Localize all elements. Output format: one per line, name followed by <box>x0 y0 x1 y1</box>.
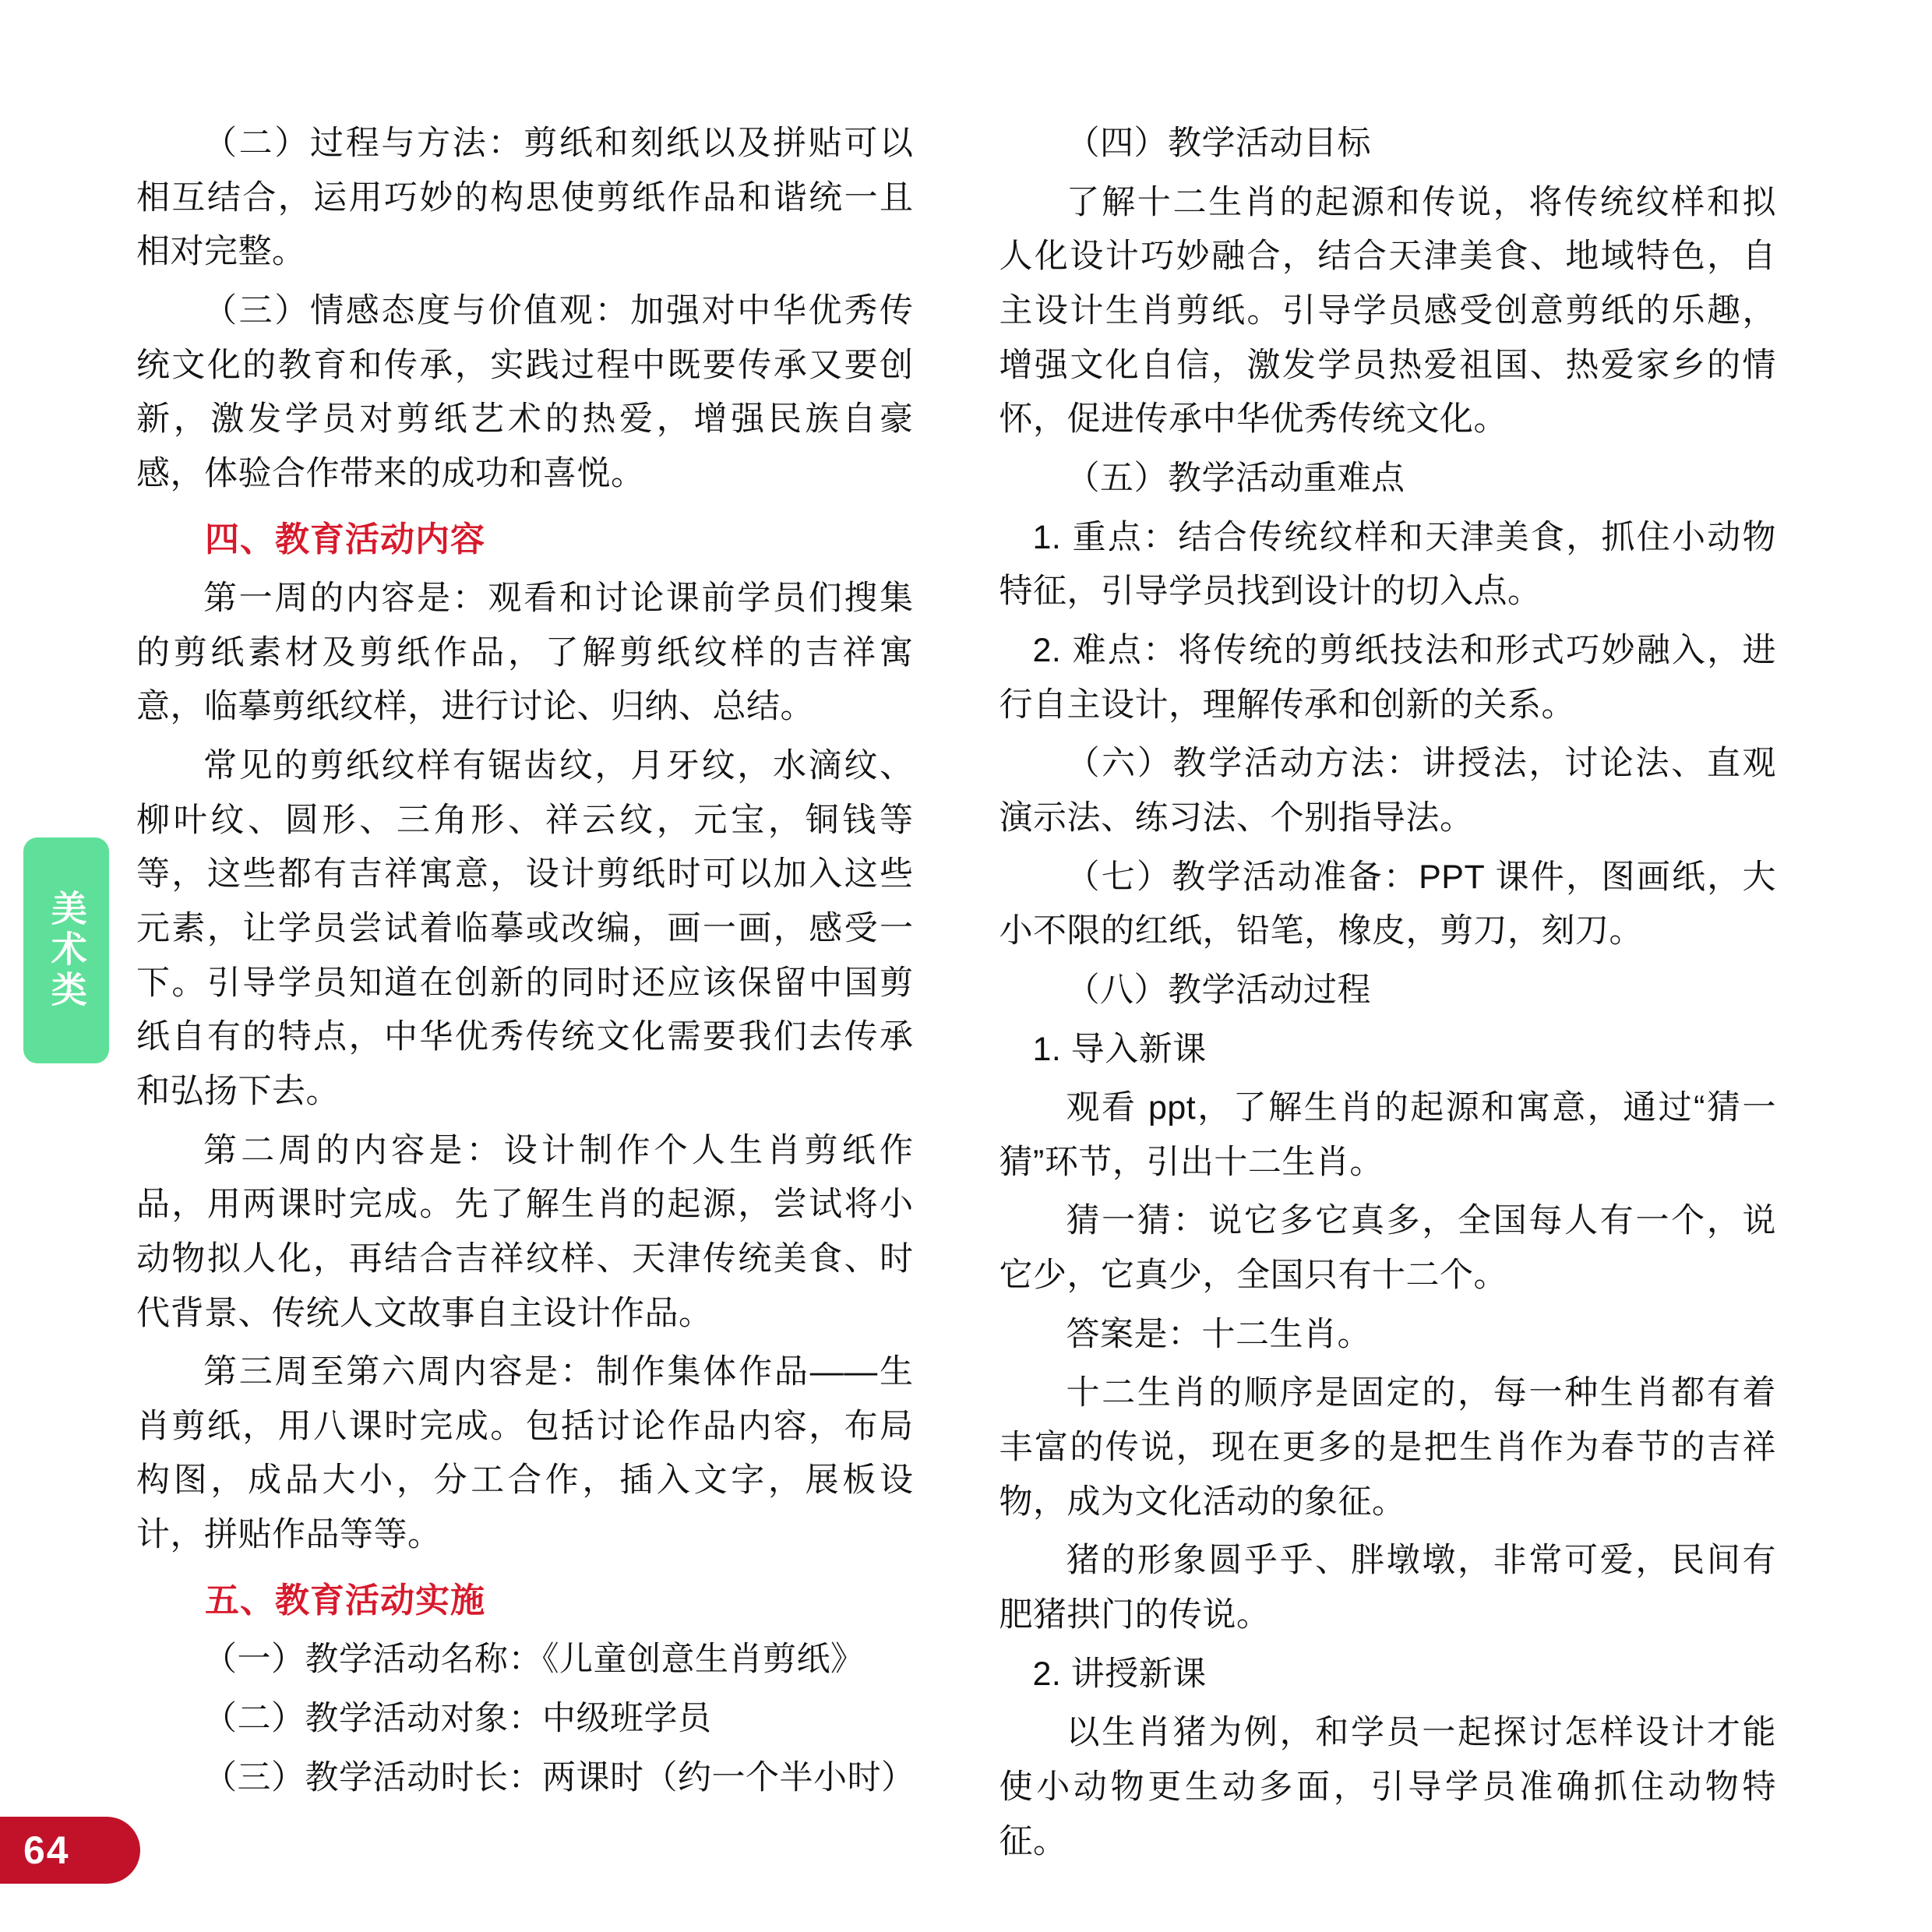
section-heading: 五、教育活动实施 <box>205 1581 485 1620</box>
paragraph: （八）教学活动过程 <box>1066 971 1371 1009</box>
paragraph: 以生肖猪为例，和学员一起探讨怎样设计才能使小动物更生动多面，引导学员准确抓住动物特征。 <box>999 1714 1776 1860</box>
page-number-badge <box>0 1817 140 1884</box>
paragraph: （四）教学活动目标 <box>1066 125 1371 162</box>
paragraph: 十二生肖的顺序是固定的，每一种生肖都有着丰富的传说，现在更多的是把生肖作为春节的吉祥物，成为文化活动的象征。 <box>999 1374 1776 1521</box>
paragraph: （六）教学活动方法：讲授法，讨论法、直观演示法、练习法、个别指导法。 <box>999 745 1776 837</box>
paragraph: 第三周至第六周内容是：制作集体作品——生肖剪纸，用八课时完成。包括讨论作品内容，布局构图，成品大小，分工合作，插入文字，展板设计，拼贴作品等等。 <box>136 1353 914 1554</box>
paragraph: 1. 导入新课 <box>1032 1030 1207 1068</box>
category-side-tab <box>23 837 109 1063</box>
paragraph: 第一周的内容是：观看和讨论课前学员们搜集的剪纸素材及剪纸作品，了解剪纸纹样的吉祥寓意，临摹剪纸纹样，进行讨论、归纳、总结。 <box>136 579 914 726</box>
paragraph: 1. 重点：结合传统纹样和天津美食，抓住小动物特征，引导学员找到设计的切入点。 <box>999 518 1776 611</box>
paragraph: 猜一猜：说它多它真多，全国每人有一个，说它少，它真少，全国只有十二个。 <box>999 1202 1776 1295</box>
page-number: 64 <box>23 1828 70 1872</box>
paragraph: （一）教学活动名称：《儿童创意生肖剪纸》 <box>203 1641 865 1679</box>
paragraph: 答案是：十二生肖。 <box>1066 1315 1371 1353</box>
paragraph: 了解十二生肖的起源和传说，将传统纹样和拟人化设计巧妙融合，结合天津美食、地域特色，自主设计生肖剪纸。引导学员感受创意剪纸的乐趣，增强文化自信，激发学员热爱祖国、热爱家乡的情怀，促进传承中华优秀传统文化。 <box>999 183 1776 439</box>
page-body <box>136 117 1776 1874</box>
paragraph: （五）教学活动重难点 <box>1066 459 1405 497</box>
paragraph: 第二周的内容是：设计制作个人生肖剪纸作品，用两课时完成。先了解生肖的起源，尝试将小动物拟人化，再结合吉祥纹样、天津传统美食、时代背景、传统人文故事自主设计作品。 <box>136 1131 914 1332</box>
category-side-tab-label: 美术类 <box>46 890 87 1011</box>
paragraph: （二）教学活动对象：中级班学员 <box>203 1699 712 1737</box>
paragraph: 猪的形象圆乎乎、胖墩墩，非常可爱，民间有肥猪拱门的传说。 <box>999 1542 1776 1634</box>
paragraph: （二）过程与方法：剪纸和刻纸以及拼贴可以相互结合，运用巧妙的构思使剪纸作品和谐统一且相对完整。 <box>136 125 914 271</box>
right-text-column <box>999 117 1777 1874</box>
paragraph: 观看 ppt，了解生肖的起源和寓意，通过“猜一猜”环节，引出十二生肖。 <box>999 1089 1776 1181</box>
paragraph: （七）教学活动准备：PPT 课件，图画纸，大小不限的红纸，铅笔，橡皮，剪刀，刻刀。 <box>999 858 1776 950</box>
paragraph: （三）教学活动时长：两课时（约一个半小时） <box>203 1758 915 1796</box>
paragraph: 2. 难点：将传统的剪纸技法和形式巧妙融入，进行自主设计，理解传承和创新的关系。 <box>999 631 1776 724</box>
section-heading: 四、教育活动内容 <box>205 520 485 559</box>
left-text-column <box>136 117 914 1874</box>
paragraph: 2. 讲授新课 <box>1032 1655 1207 1693</box>
paragraph: 常见的剪纸纹样有锯齿纹，月牙纹，水滴纹、柳叶纹、圆形、三角形、祥云纹，元宝，铜钱等等，这些都有吉祥寓意，设计剪纸时可以加入这些元素，让学员尝试着临摹或改编，画一画，感受一下。引导学员知道在创新的同时还应该保留中国剪纸自有的特点，中华优秀传统文化需要我们去传承和弘扬下去。 <box>136 746 914 1110</box>
paragraph: （三）情感态度与价值观：加强对中华优秀传统文化的教育和传承，实践过程中既要传承又要创新，激发学员对剪纸艺术的热爱，增强民族自豪感，体验合作带来的成功和喜悦。 <box>136 291 914 492</box>
